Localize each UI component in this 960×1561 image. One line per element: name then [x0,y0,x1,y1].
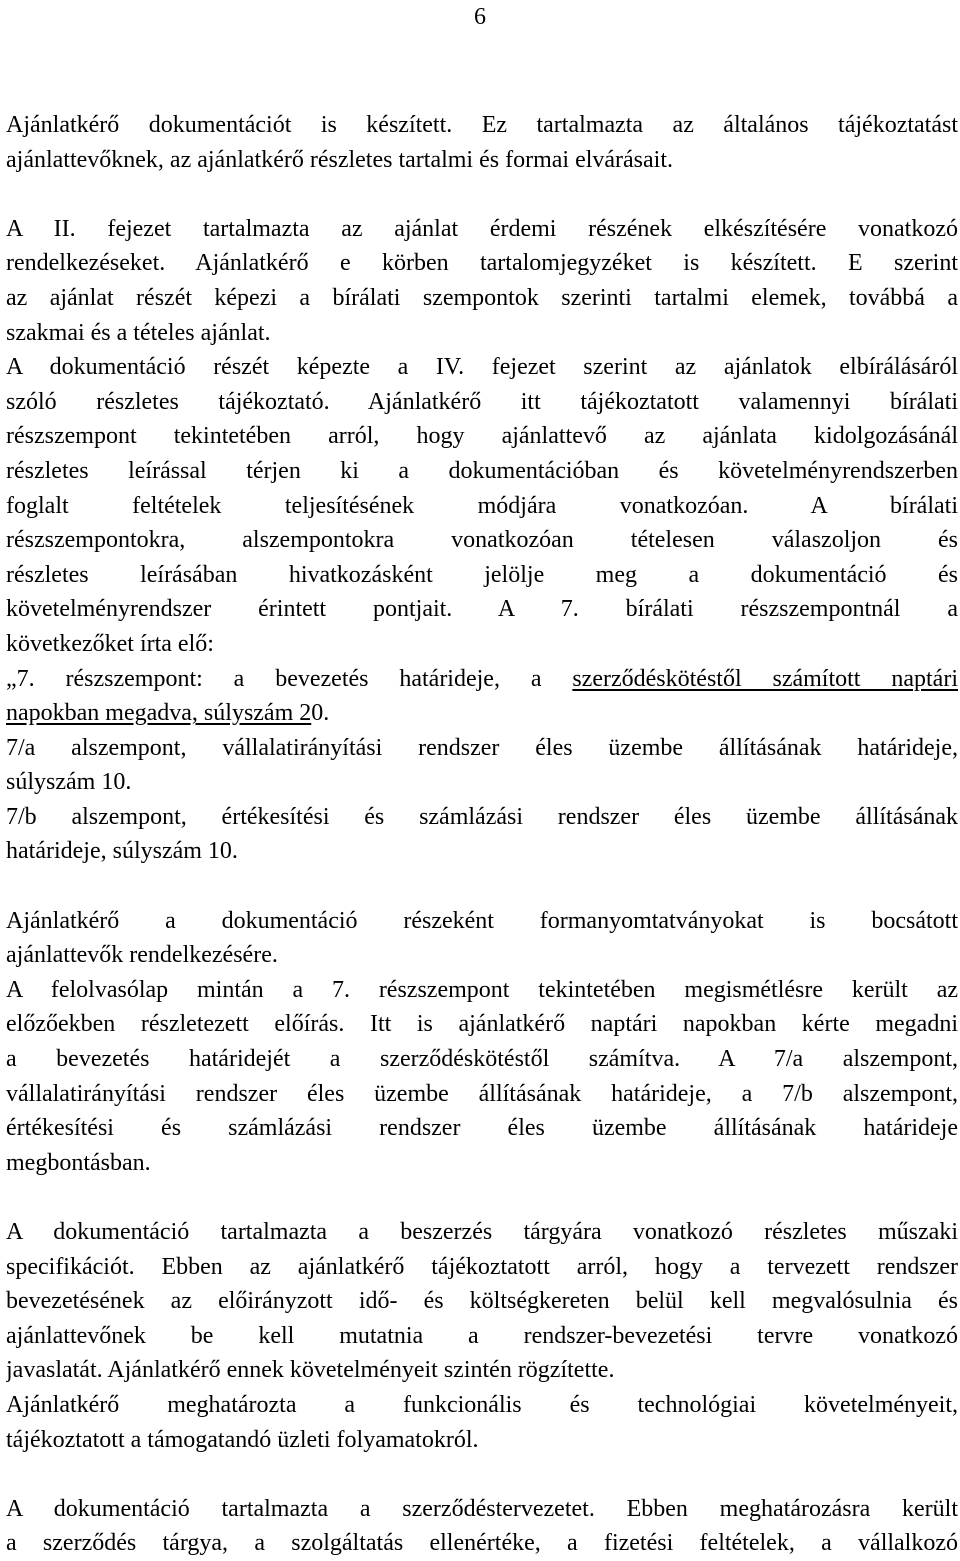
paragraph [6,1492,958,1561]
text-line: vállalatirányítási rendszer éles üzembe állításának határideje, a 7/b alszempont, [6,1080,958,1107]
text-line: előzőekben részletezett előírás. Itt is ajánlatkérő naptári napokban kérte megadni [6,1011,958,1038]
text-line [6,696,958,731]
text-line: ajánlattevőnek be kell mutatnia a rendszer-bevezetési tervre vonatkozó [6,1322,958,1349]
text-line: A II. fejezet tartalmazta az ajánlat érdemi részének elkészítésére vonatkozó [6,215,958,242]
text-line: részletes leírással térjen ki a dokumentációban és követelményrendszerben [6,457,958,484]
underlined-text: napokban megadva, súlyszám 2 [6,700,312,727]
paragraph-gap [6,869,958,904]
paragraph-gap [6,1457,958,1492]
text-line: a szerződés tárgya, a szolgáltatás ellenértéke, a fizetési feltételek, a vállalkozó [6,1530,958,1557]
text-line: A dokumentáció tartalmazta a beszerzés tárgyára vonatkozó részletes műszaki [6,1219,958,1245]
page-number: 6 [474,4,486,30]
text-line: bevezetésének az előirányzott idő- és költségkereten belül kell megvalósulnia és [6,1288,958,1315]
text-line: 7/a alszempont, vállalatirányítási rendszer éles üzembe állításának határideje, [6,734,958,761]
underlined-text: szerződéskötéstől számított naptári [572,665,958,692]
text-line: ajánlattevőknek, az ajánlatkérő részletes tartalmi és formai elvárásait. [6,146,674,173]
text-line: A felolvasólap mintán a 7. részszempont tekintetében megismétlésre került az [6,976,958,1003]
text-segment: „7. részszempont: a bevezetés határideje, a [6,665,573,692]
text-line: súlyszám 10. [6,769,132,796]
text-line: értékesítési és számlázási rendszer éles üzembe állításának határideje [6,1115,958,1142]
text-line: részletes leírásában hivatkozásként jelölje meg a dokumentáció és [6,561,958,588]
text-line: az ajánlat részét képezi a bírálati szempontok szerinti tartalmi elemek, továbbá a [6,284,958,311]
text-line: Ajánlatkérő meghatározta a funkcionális és technológiai követelményeit, [6,1391,958,1418]
text-line: követelményrendszer érintett pontjait. A 7. bírálati részszempontnál a [6,596,958,623]
text-segment: 0. [311,700,330,727]
paragraph-gap [6,1180,958,1215]
text-line: Ajánlatkérő dokumentációt is készített. Ez tartalmazta az általános tájékoztatást [6,112,958,138]
text-line: szóló részletes tájékoztató. Ajánlatkérő itt tájékoztatott valamennyi bírálati [6,388,958,415]
text-line: Ajánlatkérő a dokumentáció részeként formanyomtatványokat is bocsátott [6,907,958,934]
text-line: javaslatát. Ajánlatkérő ennek követelményeit szintén rögzítette. [6,1357,615,1384]
text-line: részszempont tekintetében arról, hogy ajánlattevő az ajánlata kidolgozásánál [6,423,958,450]
text-line: specifikációt. Ebben az ajánlatkérő tájékoztatott arról, hogy a tervezett rendszer [6,1253,958,1280]
text-line: rendelkezéseket. Ajánlatkérő e körben tartalomjegyzéket is készített. E szerint [6,250,958,277]
text-line: határideje, súlyszám 10. [6,838,238,865]
text-line: megbontásban. [6,1149,151,1176]
text-line: 7/b alszempont, értékesítési és számlázási rendszer éles üzembe állításának [6,803,958,830]
paragraph [6,904,958,1181]
text-line: részszempontokra, alszempontokra vonatkozóan tételesen válaszoljon és [6,527,958,554]
text-line [6,662,958,697]
paragraph-gap [6,177,958,212]
text-line: foglalt feltételek teljesítésének módjára vonatkozóan. A bírálati [6,492,958,519]
text-line: következőket írta elő: [6,630,214,657]
text-line: tájékoztatott a támogatandó üzleti folyamatokról. [6,1426,479,1453]
paragraph [6,1215,958,1457]
paragraph [6,108,958,177]
text-line: ajánlattevők rendelkezésére. [6,942,278,969]
text-line: a bevezetés határidejét a szerződéskötéstől számítva. A 7/a alszempont, [6,1046,958,1073]
text-line: A dokumentáció részét képezte a IV. fejezet szerint az ajánlatok elbírálásáról [6,354,958,381]
text-line: A dokumentáció tartalmazta a szerződéstervezetet. Ebben meghatározásra került [6,1495,958,1522]
paragraph [6,212,958,869]
text-line: szakmai és a tételes ajánlat. [6,319,271,346]
document-body [6,108,958,1561]
